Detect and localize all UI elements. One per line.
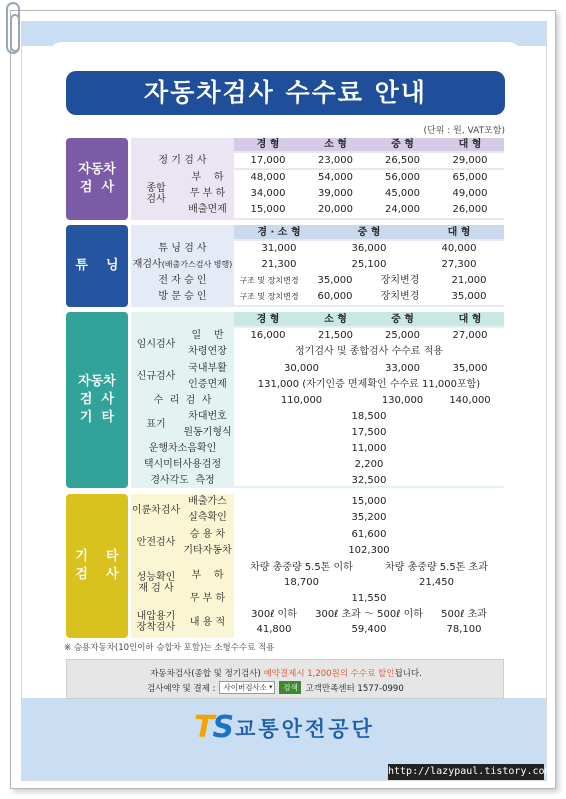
- cell: 61,600: [351, 529, 387, 540]
- discount-notice: [67, 667, 505, 679]
- section-label-inspection-other: 자동차 검 사 기 타: [66, 312, 128, 488]
- cell: 23,000: [318, 155, 353, 166]
- row-label-slope: 경사각도 측정: [150, 474, 215, 486]
- header-volume-small: 300ℓ 이하: [251, 608, 297, 620]
- header-compact: 경 형: [256, 139, 280, 150]
- info-box: [66, 659, 504, 699]
- cell: 32,500: [351, 474, 387, 486]
- row-label-passenger: 승 용 차: [189, 529, 226, 540]
- header-weight-large: 차량 총중량 5.5톤 초과: [385, 561, 488, 573]
- row-label-vin: 차대번호: [188, 411, 227, 422]
- cell: 27,300: [441, 259, 477, 270]
- header-compact: 경 형: [256, 313, 280, 325]
- cell: 11,000: [351, 443, 387, 454]
- cell: 33,000: [385, 363, 420, 374]
- cell: 장치변경: [380, 291, 420, 302]
- notice-text: 자동차검사(종합 및 정기검사): [150, 669, 264, 679]
- paperclip-icon: [6, 2, 20, 54]
- row-group-performance: 성능확인 재 검 사: [136, 572, 176, 594]
- section-label-inspection: 자동차 검 사: [66, 138, 128, 220]
- cell: 54,000: [318, 172, 353, 183]
- row-group-temp: 임시검사: [136, 338, 176, 350]
- row-label-measure: 실측확인: [188, 512, 227, 523]
- watermark-url: http://lazypaul.tistory.com: [388, 764, 544, 780]
- cell: 45,000: [385, 188, 420, 199]
- cell: 25,000: [385, 330, 420, 341]
- row-label-exempt: 배출면제: [188, 204, 227, 215]
- row-label-noload: 무 부 하: [189, 188, 226, 199]
- cell: 장치변경: [380, 275, 420, 286]
- row-label-load: 부 하: [191, 569, 224, 581]
- cell: 140,000: [449, 395, 491, 406]
- cell: 35,000: [317, 275, 353, 286]
- section-label-tuning: 튜 닝: [66, 225, 128, 307]
- row-label-load: 부 하: [191, 172, 224, 183]
- cell: 30,000: [284, 363, 319, 374]
- header-volume-mid: 300ℓ 초과 ～ 500ℓ 이하: [315, 608, 423, 620]
- header-large: 대 형: [447, 226, 471, 238]
- cell: 78,100: [446, 624, 482, 635]
- cell: 40,000: [441, 243, 477, 254]
- cell: 24,000: [385, 204, 420, 215]
- header-mid: 중 형: [357, 226, 381, 238]
- recheck-label: 재검사: [132, 259, 162, 270]
- cell: 21,000: [451, 275, 487, 286]
- cell: 35,000: [451, 291, 487, 302]
- row-group-marking: 표기: [146, 419, 166, 430]
- booking-select[interactable]: 사이버검사소 ▾: [219, 681, 275, 694]
- logo-text: 교통안전공단: [235, 716, 375, 741]
- row-label-taxi: 택시미터사용검정: [143, 459, 222, 470]
- row-label-engine: 원동기형식: [183, 427, 232, 438]
- row-group-new: 신규검사: [136, 371, 176, 382]
- cell: 구조 및 장치변경: [239, 276, 299, 285]
- kotsa-logo: [194, 710, 375, 745]
- header-mid: 중 형: [391, 139, 414, 150]
- cell: 20,000: [318, 204, 353, 215]
- cell: 35,000: [452, 363, 488, 374]
- row-label-volume: 내 용 적: [189, 616, 226, 628]
- cell: 26,000: [452, 204, 488, 215]
- cell: 21,300: [261, 259, 297, 270]
- row-group-motorcycle: 이륜차검사: [131, 504, 181, 516]
- cell: 35,200: [351, 512, 387, 523]
- customer-center: 고객만족센터 1577-0990: [305, 683, 404, 694]
- cell: 25,100: [351, 259, 387, 270]
- section-label-other: 기 타 검 사: [66, 494, 128, 638]
- header-large: 대 형: [458, 139, 482, 150]
- row-group-general: 종합 검사: [146, 183, 166, 205]
- row-label-noise: 운행차소음확인: [148, 443, 217, 454]
- cell: 27,000: [452, 330, 488, 341]
- row-label-emission: 배출가스: [188, 496, 227, 507]
- notice-text-end: 됩니다.: [394, 669, 422, 679]
- page-title: 자동차검사 수수료 안내: [66, 71, 505, 115]
- unit-note: (단위 : 원, VAT포함): [423, 126, 505, 136]
- cell: 21,450: [419, 577, 454, 588]
- row-group-container: 내압용기 장착검사: [136, 611, 176, 633]
- cell: 102,300: [348, 545, 390, 556]
- cell: 130,000: [381, 395, 424, 406]
- row-label-extension: 차령연장: [188, 346, 227, 357]
- row-label-tuning: 튜 닝 검 사: [158, 243, 207, 254]
- cell: 59,400: [351, 624, 387, 635]
- cell: 17,500: [351, 427, 387, 438]
- cell: 39,000: [318, 188, 353, 199]
- row-label-visit: 방 문 승 인: [158, 291, 207, 302]
- row-label-domestic: 국내부활: [188, 363, 227, 374]
- cell: 41,800: [256, 624, 292, 635]
- row-label-recheck: [131, 257, 234, 272]
- cell: 60,000: [317, 291, 353, 302]
- search-button[interactable]: 검색: [279, 681, 301, 694]
- header-mid: 중 형: [391, 313, 414, 325]
- cell: 49,000: [452, 188, 488, 199]
- booking-label: 검사예약 및 결제 :: [147, 683, 216, 694]
- header-volume-large: 500ℓ 초과: [441, 608, 487, 620]
- cell: 65,000: [452, 172, 488, 183]
- row-label-noload: 무 부 하: [189, 593, 226, 604]
- cell: 48,000: [250, 172, 286, 183]
- cell: 15,000: [351, 496, 387, 507]
- cell: 26,500: [385, 155, 420, 166]
- cell: 16,000: [250, 330, 286, 341]
- row-label-electronic: 전 자 승 인: [158, 275, 207, 286]
- cell: 17,000: [250, 155, 286, 166]
- header-small: 소 형: [324, 313, 347, 325]
- header-small: 소 형: [324, 139, 347, 150]
- cell: 110,000: [280, 395, 323, 406]
- cell: 34,000: [250, 188, 286, 199]
- row-group-safety: 안전검사: [136, 537, 176, 548]
- row-label-other-car: 기타자동차: [183, 545, 232, 556]
- cell: 29,000: [452, 155, 488, 166]
- cell: 2,200: [354, 459, 384, 470]
- row-label-cert-exempt: 인증면제: [188, 379, 227, 390]
- footnote: ※ 승용자동차(10인이하 승합차 포함)는 소형수수료 적용: [64, 643, 275, 653]
- cell: 11,550: [351, 593, 387, 604]
- row-label-regular: 정 기 검 사: [158, 155, 207, 166]
- discount-highlight: 예약결제시 1,200원의 수수료 할인: [263, 669, 395, 679]
- cell: 31,000: [261, 243, 297, 254]
- cell: 구조 및 장치변경: [239, 292, 299, 301]
- booking-row: [147, 681, 404, 694]
- cell: 131,000 (자기인증 면제확인 수수료 11,000포함): [257, 379, 481, 390]
- row-label-general: 일 반: [191, 330, 224, 341]
- cell: 21,500: [318, 330, 353, 341]
- header-large: 대 형: [458, 313, 482, 325]
- row-label-repair: 수 리 검 사: [153, 395, 212, 406]
- ts-logo-icon: TS: [194, 710, 233, 745]
- header-weight-small: 차량 총중량 5.5톤 이하: [250, 561, 353, 573]
- cell: 18,500: [351, 411, 387, 422]
- cell: 36,000: [351, 243, 387, 254]
- cell: 15,000: [250, 204, 286, 215]
- cell: 18,700: [284, 577, 319, 588]
- cell: 정기검사 및 종합검사 수수료 적용: [295, 346, 443, 357]
- recheck-sublabel: (배출가스검사 병행): [161, 260, 233, 269]
- cell: 56,000: [385, 172, 420, 183]
- header-compact-small: 경 · 소 형: [257, 226, 301, 238]
